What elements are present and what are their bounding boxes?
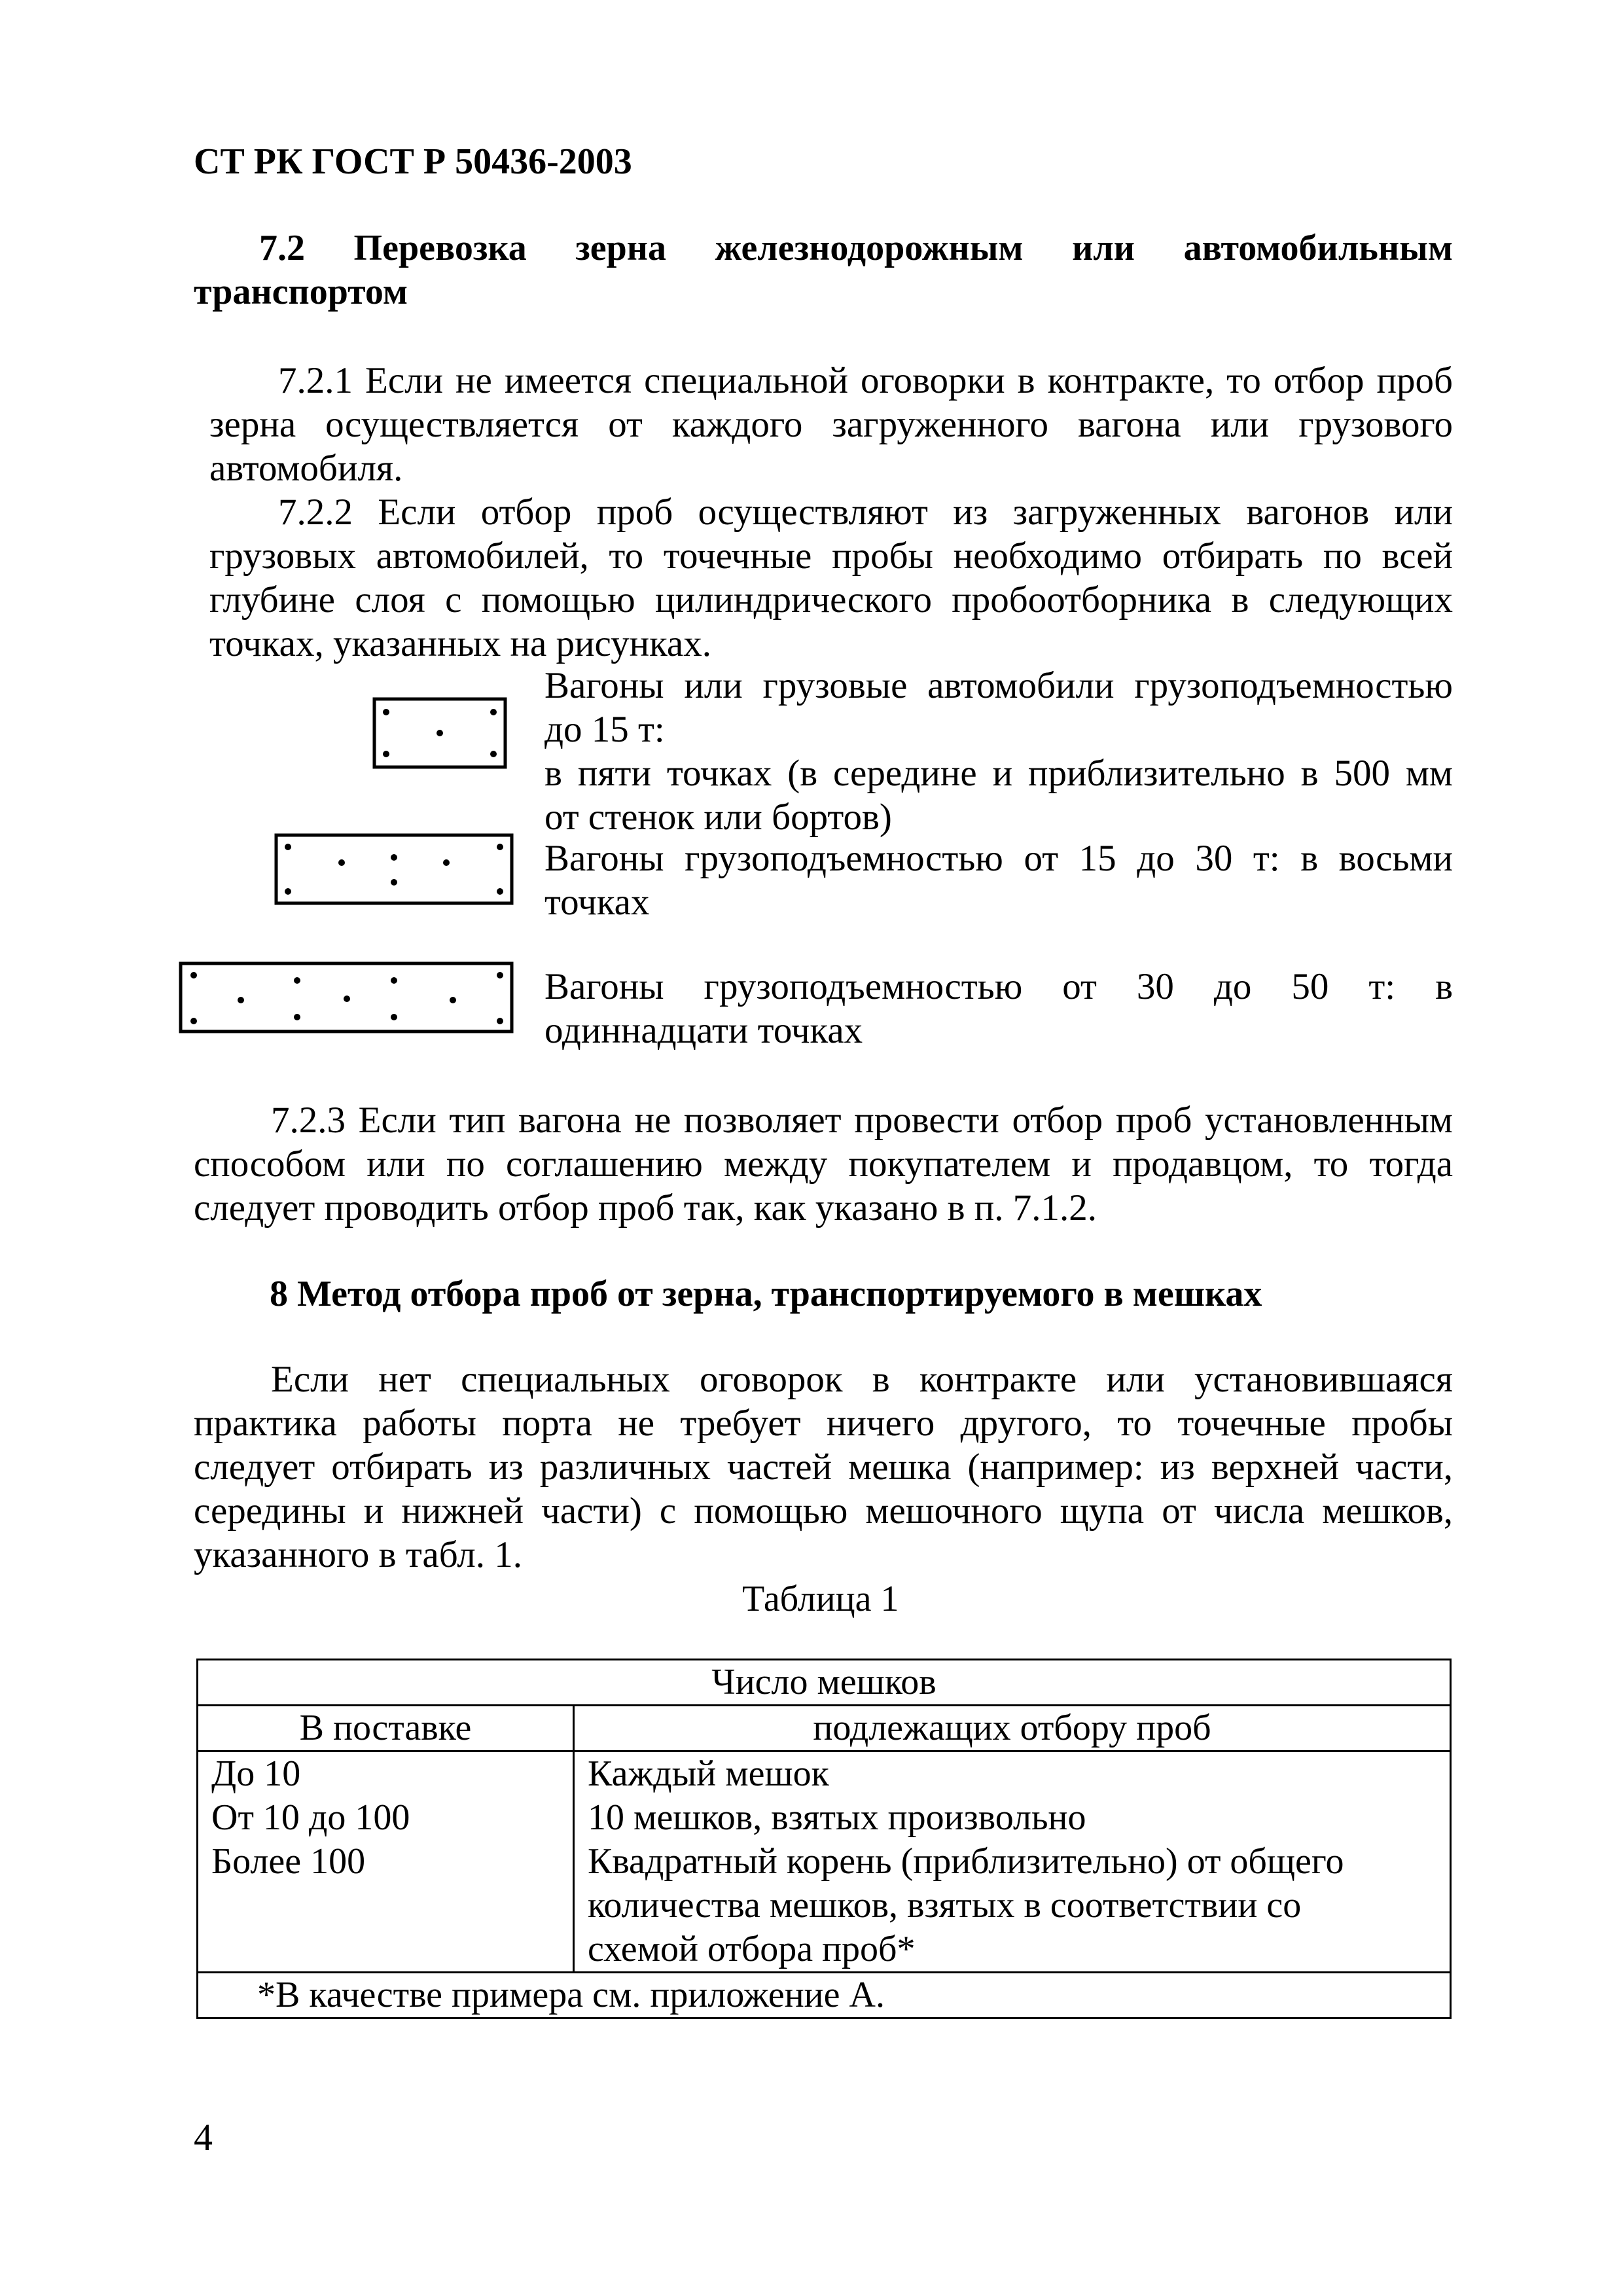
figure-2-caption — [544, 836, 1453, 924]
caption-line: в пяти точках (в середине и приблизительно в 500 мм — [544, 753, 1453, 794]
paragraph-7-2-1 — [209, 359, 1453, 490]
sampling-point — [391, 977, 397, 984]
sampling-point — [344, 996, 350, 1002]
figure-3-caption — [544, 965, 1453, 1052]
section-title-line2: транспортом — [194, 272, 408, 312]
caption-line: Вагоны или грузовые автомобили грузоподъемностью — [544, 665, 1453, 706]
caption-line: до 15 т: — [544, 709, 665, 750]
caption-line: Вагоны грузоподъемностью от 15 до 30 т: в восьми — [544, 838, 1453, 879]
sampling-point — [338, 859, 345, 866]
sampling-point — [238, 997, 244, 1003]
sampling-point — [294, 1014, 300, 1020]
table-footnote-row — [198, 1973, 1451, 2018]
cell-line: Квадратный корень (приблизительно) от общего — [588, 1841, 1344, 1882]
paragraph-7-2-2 — [209, 490, 1453, 666]
paragraph-line: автомобиля. — [209, 448, 403, 489]
sampling-point — [497, 844, 503, 850]
paragraph-line: 7.2.3 Если тип вагона не позволяет провести отбор проб установленным — [271, 1100, 1453, 1141]
cell-line: От 10 до 100 — [211, 1797, 410, 1838]
sampling-point — [497, 888, 503, 895]
table-header-row — [198, 1706, 1451, 1751]
table-row — [198, 1751, 1451, 1973]
paragraph-7-2-3 — [194, 1098, 1453, 1230]
caption-line: от стенок или бортов) — [544, 797, 892, 838]
figure-1-caption — [544, 664, 1453, 839]
sampling-point — [450, 997, 456, 1003]
cell-line: До 10 — [211, 1753, 301, 1794]
table-footnote: *В качестве примера см. приложение А. — [198, 1973, 1451, 2018]
paragraph-line: указанного в табл. 1. — [194, 1534, 523, 1575]
paragraph-line: способом или по соглашению между покупателем и продавцом, то тогда — [194, 1143, 1453, 1185]
section-7-2-title — [194, 226, 1453, 314]
standard-code: СТ РК ГОСТ Р 50436-2003 — [194, 141, 632, 182]
sampling-point — [437, 730, 443, 736]
caption-line: Вагоны грузоподъемностью от 30 до 50 т: в — [544, 966, 1453, 1007]
paragraph-line: 7.2.1 Если не имеется специальной оговорки в контракте, то отбор проб — [278, 360, 1453, 401]
bags-sampling-table — [196, 1659, 1452, 2019]
wagon-five-points-icon — [372, 696, 509, 772]
paragraph-line: практика работы порта не требует ничего другого, то точечные пробы — [194, 1403, 1453, 1444]
sampling-point — [391, 854, 397, 861]
cell-line: схемой отбора проб* — [588, 1929, 916, 1969]
col1-header: В поставке — [198, 1706, 574, 1751]
sampling-point — [285, 888, 291, 895]
sampled-cell — [574, 1751, 1451, 1973]
sampling-point — [190, 1018, 197, 1024]
table-caption: Таблица 1 — [742, 1579, 899, 1619]
cell-line: Каждый мешок — [588, 1753, 829, 1794]
wagon-eleven-points-icon — [178, 961, 516, 1037]
paragraph-line: Если нет специальных оговорок в контракте или установившаяся — [271, 1359, 1453, 1400]
sampling-point — [490, 709, 497, 715]
sampling-point — [383, 709, 389, 715]
section-8-title: 8 Метод отбора проб от зерна, транспортируемого в мешках — [270, 1274, 1262, 1314]
table-header-row — [198, 1660, 1451, 1706]
paragraph-8 — [194, 1357, 1453, 1577]
page-number: 4 — [194, 2116, 213, 2159]
sampling-point — [443, 859, 450, 866]
delivery-cell — [198, 1751, 574, 1973]
section-number: 7.2 — [259, 228, 305, 268]
sampling-point — [497, 1018, 503, 1024]
sampling-point — [391, 879, 397, 886]
paragraph-line: зерна осуществляется от каждого загруженного вагона или грузового — [209, 404, 1453, 445]
paragraph-line: грузовых автомобилей, то точечные пробы необходимо отбирать по всей — [209, 535, 1453, 577]
cell-line: Более 100 — [211, 1841, 366, 1882]
paragraph-line: глубине слоя с помощью цилиндрического пробоотборника в следующих — [209, 579, 1453, 620]
paragraph-line: 7.2.2 Если отбор проб осуществляют из загруженных вагонов или — [278, 492, 1453, 533]
paragraph-line: следует отбирать из различных частей мешка (например: из верхней части, — [194, 1446, 1453, 1488]
wagon-eight-points-icon — [274, 833, 516, 908]
section-title-line1: Перевозка зерна железнодорожным или автомобильным — [353, 228, 1453, 268]
sampling-point — [383, 751, 389, 757]
caption-line: точках — [544, 882, 650, 923]
caption-line: одиннадцати точках — [544, 1010, 863, 1051]
paragraph-line: точках, указанных на рисунках. — [209, 623, 711, 664]
sampling-point — [391, 1014, 397, 1020]
col2-header: подлежащих отбору проб — [574, 1706, 1451, 1751]
cell-line: количества мешков, взятых в соответствии со — [588, 1885, 1302, 1926]
group-header: Число мешков — [198, 1660, 1451, 1706]
sampling-point — [285, 844, 291, 850]
cell-line: 10 мешков, взятых произвольно — [588, 1797, 1086, 1838]
sampling-point — [190, 972, 197, 978]
sampling-point — [294, 977, 300, 984]
paragraph-line: следует проводить отбор проб так, как указано в п. 7.1.2. — [194, 1187, 1097, 1229]
sampling-point — [490, 751, 497, 757]
paragraph-line: середины и нижней части) с помощью мешочного щупа от числа мешков, — [194, 1490, 1453, 1532]
sampling-point — [497, 972, 503, 978]
